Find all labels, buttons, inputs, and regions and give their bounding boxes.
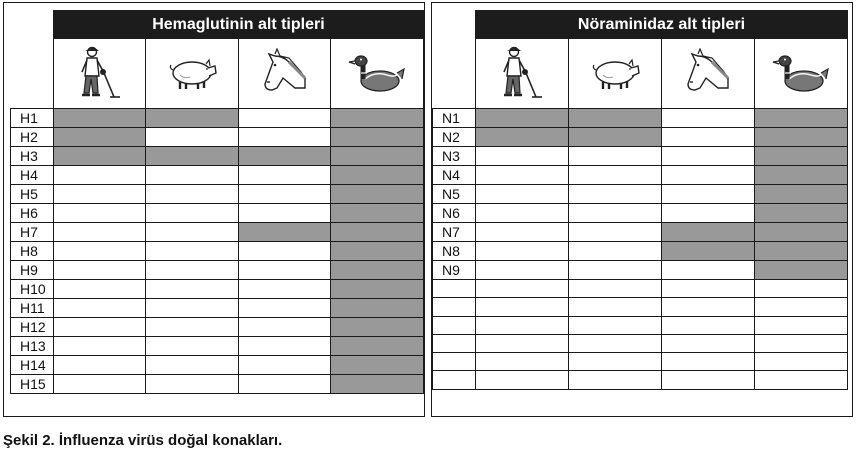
host-cell-human [476, 147, 569, 166]
table-row [11, 109, 424, 128]
ha-subtype-label: H1 [11, 109, 54, 128]
host-cell-pig [146, 280, 239, 299]
table-row [433, 128, 848, 147]
ha-subtype-label: H13 [11, 337, 54, 356]
table-row [11, 242, 424, 261]
table-row [433, 334, 848, 352]
host-cell-human [53, 128, 146, 147]
host-cell-horse [238, 223, 331, 242]
host-cell-horse [662, 298, 755, 316]
host-cell-pig [569, 109, 662, 128]
hemagglutinin-title: Hemaglutinin alt tipleri [53, 11, 423, 39]
table-row [433, 316, 848, 334]
ha-subtype-label: H6 [11, 204, 54, 223]
table-row [433, 298, 848, 316]
neuraminidase-title: Nöraminidaz alt tipleri [476, 11, 848, 39]
host-cell-pig [569, 280, 662, 298]
host-cell-duck [755, 147, 848, 166]
ha-subtype-label: H3 [11, 147, 54, 166]
host-cell-duck [331, 109, 424, 128]
host-cell-human [53, 375, 146, 394]
table-row [433, 261, 848, 280]
table-row [433, 371, 848, 389]
host-cell-horse [238, 318, 331, 337]
ha-subtype-label: H2 [11, 128, 54, 147]
na-subtype-label: N3 [433, 147, 476, 166]
host-cell-pig [569, 242, 662, 261]
host-cell-horse [238, 166, 331, 185]
host-cell-human [476, 334, 569, 352]
table-row [11, 280, 424, 299]
host-cell-pig [569, 371, 662, 389]
table-row [11, 261, 424, 280]
host-cell-pig [146, 299, 239, 318]
na-subtype-label: N2 [433, 128, 476, 147]
host-cell-pig [569, 223, 662, 242]
host-cell-duck [331, 261, 424, 280]
host-cell-duck [331, 147, 424, 166]
host-cell-duck [755, 204, 848, 223]
host-cell-pig [146, 204, 239, 223]
table-row [11, 356, 424, 375]
host-cell-duck [755, 242, 848, 261]
host-cell-duck [331, 204, 424, 223]
table-row [11, 166, 424, 185]
duck-icon [331, 39, 424, 109]
na-subtype-label: N5 [433, 185, 476, 204]
host-cell-duck [755, 280, 848, 298]
host-cell-horse [662, 128, 755, 147]
host-cell-human [476, 223, 569, 242]
host-cell-duck [755, 371, 848, 389]
host-cell-duck [755, 128, 848, 147]
host-cell-human [53, 109, 146, 128]
na-subtype-label: N6 [433, 204, 476, 223]
host-cell-pig [146, 109, 239, 128]
host-cell-human [53, 318, 146, 337]
host-cell-horse [238, 204, 331, 223]
host-cell-horse [662, 223, 755, 242]
table-row [11, 204, 424, 223]
table-row [11, 185, 424, 204]
host-cell-pig [146, 185, 239, 204]
host-cell-human [53, 299, 146, 318]
ha-subtype-label: H10 [11, 280, 54, 299]
host-cell-pig [146, 261, 239, 280]
table-row [11, 318, 424, 337]
table-row [433, 109, 848, 128]
host-cell-pig [146, 242, 239, 261]
table-row [11, 299, 424, 318]
na-subtype-label [433, 280, 476, 298]
host-cell-human [53, 261, 146, 280]
host-cell-pig [569, 147, 662, 166]
host-cell-pig [146, 166, 239, 185]
host-cell-human [476, 353, 569, 371]
host-cell-horse [662, 185, 755, 204]
figure-caption: Şekil 2. İnfluenza virüs doğal konakları. [3, 432, 283, 449]
host-cell-human [53, 204, 146, 223]
host-cell-pig [569, 298, 662, 316]
host-cell-human [476, 242, 569, 261]
host-cell-human [476, 280, 569, 298]
table-row [11, 128, 424, 147]
na-subtype-label [433, 334, 476, 352]
table-row [433, 185, 848, 204]
host-cell-pig [569, 334, 662, 352]
host-cell-duck [755, 166, 848, 185]
table-row [433, 166, 848, 185]
host-cell-horse [238, 242, 331, 261]
corner-blank [433, 11, 476, 39]
host-cell-duck [331, 318, 424, 337]
host-cell-horse [238, 280, 331, 299]
host-cell-horse [662, 371, 755, 389]
host-cell-horse [662, 353, 755, 371]
host-cell-horse [662, 147, 755, 166]
host-cell-pig [569, 316, 662, 334]
host-cell-human [476, 261, 569, 280]
host-cell-horse [662, 261, 755, 280]
host-cell-duck [331, 166, 424, 185]
horse-icon [662, 39, 755, 109]
host-cell-horse [238, 261, 331, 280]
table-row [433, 204, 848, 223]
host-cell-human [476, 298, 569, 316]
host-cell-duck [755, 298, 848, 316]
table-row [433, 223, 848, 242]
host-cell-duck [755, 223, 848, 242]
host-cell-human [53, 223, 146, 242]
na-subtype-label [433, 316, 476, 334]
host-cell-human [476, 128, 569, 147]
host-cell-duck [755, 109, 848, 128]
table-row [433, 353, 848, 371]
hemagglutinin-panel [3, 2, 425, 417]
host-cell-duck [331, 299, 424, 318]
host-cell-pig [569, 185, 662, 204]
host-cell-human [53, 185, 146, 204]
table-row [433, 242, 848, 261]
host-cell-pig [146, 128, 239, 147]
host-cell-human [476, 371, 569, 389]
na-subtype-label: N4 [433, 166, 476, 185]
host-cell-horse [238, 299, 331, 318]
host-cell-pig [146, 356, 239, 375]
host-cell-pig [146, 318, 239, 337]
host-cell-horse [238, 337, 331, 356]
host-cell-duck [331, 185, 424, 204]
host-cell-duck [331, 280, 424, 299]
host-cell-human [476, 204, 569, 223]
na-subtype-label: N9 [433, 261, 476, 280]
host-cell-horse [662, 109, 755, 128]
host-cell-pig [146, 147, 239, 166]
host-cell-duck [331, 356, 424, 375]
host-cell-human [53, 147, 146, 166]
host-cell-horse [662, 242, 755, 261]
ha-subtype-label: H7 [11, 223, 54, 242]
na-subtype-label: N1 [433, 109, 476, 128]
host-cell-duck [755, 261, 848, 280]
host-cell-pig [569, 204, 662, 223]
host-cell-pig [146, 223, 239, 242]
neuraminidase-panel [431, 2, 853, 417]
pig-icon [569, 39, 662, 109]
host-cell-horse [238, 356, 331, 375]
host-cell-pig [146, 375, 239, 394]
host-cell-human [53, 337, 146, 356]
host-cell-duck [331, 242, 424, 261]
na-subtype-label [433, 298, 476, 316]
duck-icon [755, 39, 848, 109]
human-icon [476, 39, 569, 109]
ha-subtype-label: H4 [11, 166, 54, 185]
host-cell-duck [331, 128, 424, 147]
ha-subtype-label: H8 [11, 242, 54, 261]
host-cell-horse [662, 280, 755, 298]
ha-subtype-label: H14 [11, 356, 54, 375]
pig-icon [146, 39, 239, 109]
na-subtype-label: N7 [433, 223, 476, 242]
host-cell-horse [238, 128, 331, 147]
host-cell-pig [569, 353, 662, 371]
host-cell-horse [662, 166, 755, 185]
host-cell-pig [146, 337, 239, 356]
host-cell-horse [662, 204, 755, 223]
na-subtype-label: N8 [433, 242, 476, 261]
host-cell-horse [238, 375, 331, 394]
host-cell-horse [662, 316, 755, 334]
host-cell-human [53, 242, 146, 261]
ha-subtype-label: H5 [11, 185, 54, 204]
ha-subtype-label: H12 [11, 318, 54, 337]
host-cell-pig [569, 128, 662, 147]
ha-subtype-label: H15 [11, 375, 54, 394]
corner-blank [11, 39, 54, 109]
host-cell-horse [238, 109, 331, 128]
na-subtype-label [433, 371, 476, 389]
ha-subtype-label: H11 [11, 299, 54, 318]
host-cell-pig [569, 166, 662, 185]
table-row [11, 375, 424, 394]
host-cell-human [476, 316, 569, 334]
host-cell-human [53, 166, 146, 185]
host-cell-duck [755, 185, 848, 204]
host-cell-human [476, 166, 569, 185]
host-cell-human [53, 356, 146, 375]
host-cell-horse [238, 147, 331, 166]
ha-subtype-label: H9 [11, 261, 54, 280]
host-cell-duck [331, 375, 424, 394]
horse-icon [238, 39, 331, 109]
host-cell-duck [331, 223, 424, 242]
table-row [433, 280, 848, 298]
host-cell-pig [569, 261, 662, 280]
host-cell-duck [755, 353, 848, 371]
host-cell-duck [755, 316, 848, 334]
neuraminidase-table [432, 10, 848, 390]
table-row [11, 223, 424, 242]
corner-blank [11, 11, 54, 39]
host-cell-human [476, 109, 569, 128]
host-cell-horse [662, 334, 755, 352]
table-row [11, 147, 424, 166]
host-cell-human [476, 185, 569, 204]
host-cell-duck [755, 334, 848, 352]
host-cell-horse [238, 185, 331, 204]
hemagglutinin-table [10, 10, 424, 394]
corner-blank [433, 39, 476, 109]
table-row [11, 337, 424, 356]
host-cell-human [53, 280, 146, 299]
host-cell-duck [331, 337, 424, 356]
human-icon [53, 39, 146, 109]
table-row [433, 147, 848, 166]
na-subtype-label [433, 353, 476, 371]
